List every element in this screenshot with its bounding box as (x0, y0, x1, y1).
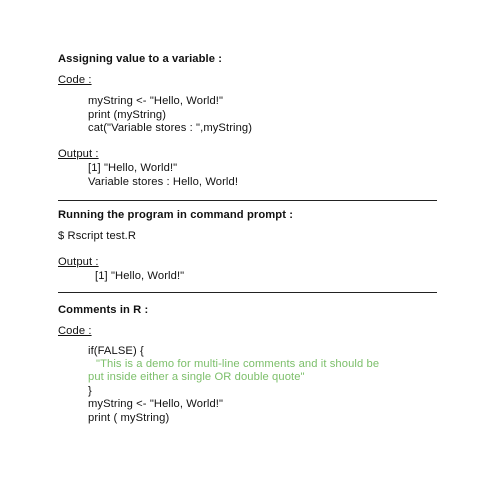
section1-code-line-2: print (myString) (88, 109, 167, 121)
section3-comment-line-1: "This is a demo for multi-line comments and it should be (96, 358, 380, 370)
section1-code-line-3: cat("Variable stores : ",myString) (88, 122, 253, 134)
section-divider-2 (58, 292, 437, 293)
section3-code-label: Code : (58, 325, 92, 337)
section-divider-1 (58, 200, 437, 201)
section1-output-line-2: Variable stores : Hello, World! (88, 176, 239, 188)
section3-code-line-6: print ( myString) (88, 412, 170, 424)
section2-heading: Running the program in command prompt : (58, 209, 294, 221)
section1-heading: Assigning value to a variable : (58, 53, 223, 65)
section1-output-label: Output : (58, 148, 99, 160)
section1-output-line-1: [1] "Hello, World!" (88, 162, 178, 174)
section2-command: $ Rscript test.R (58, 230, 137, 242)
section3-code-line-5: myString <- "Hello, World!" (88, 398, 224, 410)
section3-heading: Comments in R : (58, 304, 149, 316)
section1-code-label: Code : (58, 74, 92, 86)
section2-output-label: Output : (58, 256, 99, 268)
section2-output-line-1: [1] "Hello, World!" (95, 270, 185, 282)
section1-code-line-1: myString <- "Hello, World!" (88, 95, 224, 107)
section3-code-line-1: if(FALSE) { (88, 345, 144, 357)
section3-code-line-4: } (88, 385, 92, 397)
section3-comment-line-2: put inside either a single OR double quote" (88, 371, 305, 383)
